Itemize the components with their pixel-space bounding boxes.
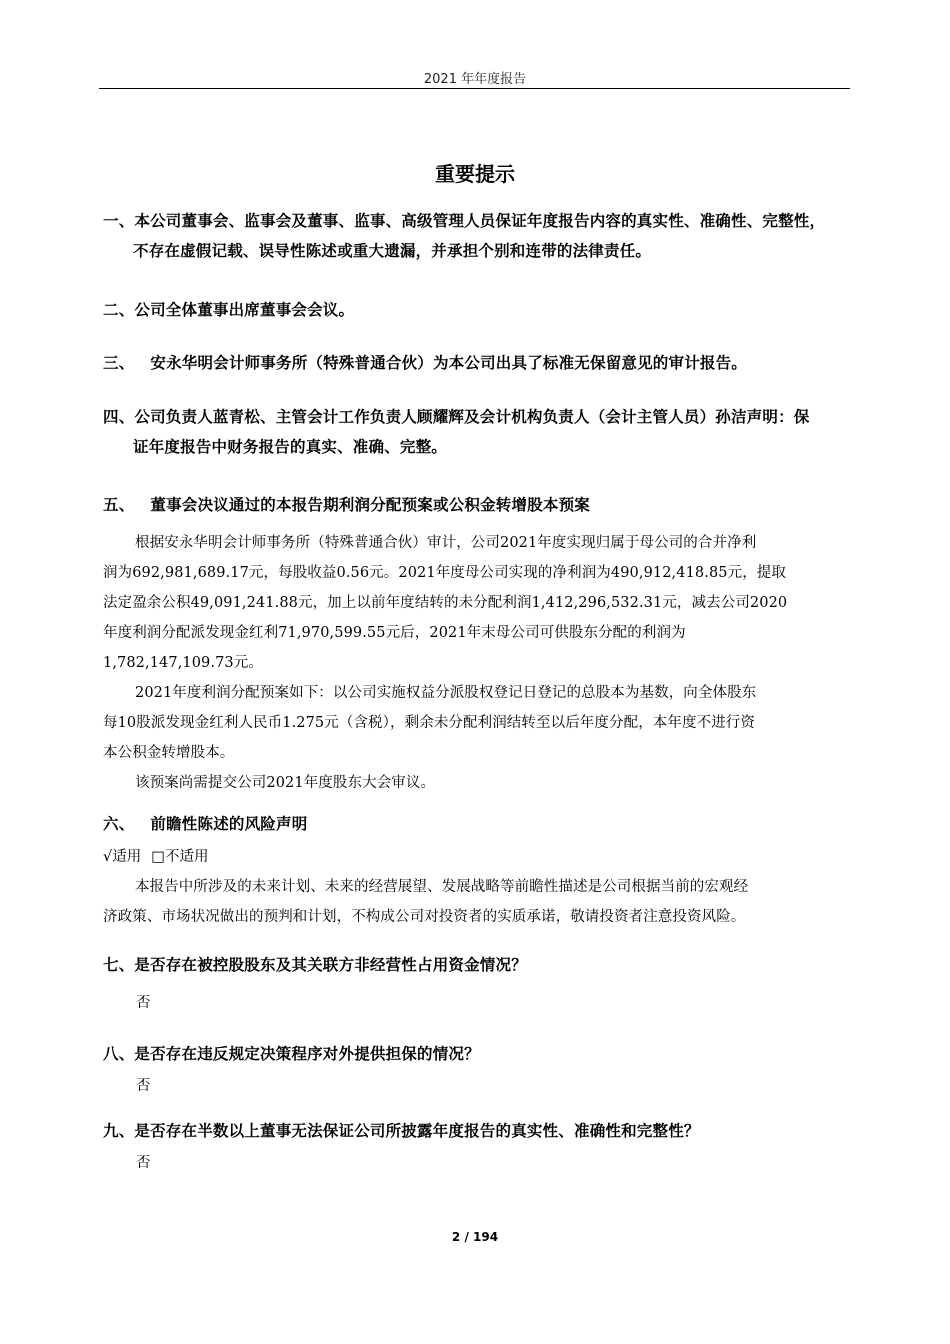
section-6 [103, 809, 853, 839]
section-7-number: 七、 [103, 956, 135, 974]
section-6-body [103, 872, 851, 932]
section-1-line-2: 不存在虚假记载、误导性陈述或重大遗漏，并承担个别和连带的法律责任。 [133, 242, 652, 260]
section-8-text: 是否存在违反规定决策程序对外提供担保的情况？ [134, 1045, 480, 1063]
section-3-number: 三、 [103, 354, 135, 372]
section-6-number: 六、 [103, 815, 135, 833]
section-5-number: 五、 [103, 496, 135, 514]
section-5-para-1-line-5: 1,782,147,109.73元。 [103, 655, 263, 671]
section-6-text: 前瞻性陈述的风险声明 [150, 815, 308, 833]
section-9-number: 九、 [103, 1122, 135, 1140]
section-2 [103, 295, 853, 325]
report-header-title: 2021 年年度报告 [423, 72, 527, 87]
section-5-body [103, 528, 851, 798]
section-3 [103, 348, 853, 378]
section-5-para-2-line-2: 每10股派发现金红利人民币1.275元（含税），剩余未分配利润结转至以后年度分配，本年度不进行资 [103, 715, 756, 731]
section-5 [103, 490, 853, 520]
section-5-para-3: 该预案尚需提交公司2021年度股东大会审议。 [135, 775, 436, 791]
section-4-line-1: 公司负责人蓝青松、主管会计工作负责人顾耀辉及会计机构负责人（会计主管人员）孙洁声明：保 [134, 408, 810, 426]
section-9-answer: 否 [136, 1155, 151, 1171]
section-8-number: 八、 [103, 1045, 135, 1063]
section-3-text: 安永华明会计师事务所（特殊普通合伙）为本公司出具了标准无保留意见的审计报告。 [150, 354, 748, 372]
section-5-para-1-line-3: 法定盈余公积49,091,241.88元，加上以前年度结转的未分配利润1,412,296,532.31元，减去公司2020 [103, 595, 788, 611]
section-5-para-1-line-1: 根据安永华明会计师事务所（特殊普通合伙）审计，公司2021年度实现归属于母公司的合并净利 [135, 535, 757, 551]
section-1 [103, 206, 853, 266]
header-divider [99, 88, 850, 89]
section-8 [103, 1039, 853, 1069]
applicable-checkbox: √适用 [103, 849, 142, 865]
section-7-answer: 否 [136, 995, 151, 1011]
not-applicable-checkbox: □不适用 [151, 849, 209, 865]
section-6-para-line-1: 本报告中所涉及的未来计划、未来的经营展望、发展战略等前瞻性描述是公司根据当前的宏观经 [135, 879, 749, 895]
section-2-number: 二、 [103, 301, 135, 319]
section-4 [103, 402, 853, 462]
section-9 [103, 1116, 853, 1146]
section-7-text: 是否存在被控股股东及其关联方非经营性占用资金情况？ [134, 956, 527, 974]
section-4-number: 四、 [103, 408, 135, 426]
section-1-line-1: 本公司董事会、监事会及董事、监事、高级管理人员保证年度报告内容的真实性、准确性、完整性， [134, 212, 826, 230]
section-8-answer: 否 [136, 1078, 151, 1094]
section-6-applicability [103, 842, 208, 872]
section-9-text: 是否存在半数以上董事无法保证公司所披露年度报告的真实性、准确性和完整性？ [134, 1122, 700, 1140]
section-6-para-line-2: 济政策、市场状况做出的预判和计划，不构成公司对投资者的实质承诺，敬请投资者注意投资风险。 [103, 909, 746, 925]
section-1-number: 一、 [103, 212, 135, 230]
section-5-text: 董事会决议通过的本报告期利润分配预案或公积金转增股本预案 [150, 496, 591, 514]
page-number: 2 / 194 [451, 1230, 499, 1244]
section-7 [103, 950, 853, 980]
section-5-para-1-line-4: 年度利润分配派发现金红利71,970,599.55元后，2021年末母公司可供股东分配的利润为 [103, 625, 686, 641]
section-4-line-2: 证年度报告中财务报告的真实、准确、完整。 [133, 438, 448, 456]
section-5-para-2-line-3: 本公积金转增股本。 [103, 745, 235, 761]
section-5-para-1-line-2: 润为692,981,689.17元，每股收益0.56元。2021年度母公司实现的净利润为490,912,418.85元，提取 [103, 565, 786, 581]
section-2-text: 公司全体董事出席董事会会议。 [134, 301, 355, 319]
section-5-para-2-line-1: 2021年度利润分配预案如下：以公司实施权益分派股权登记日登记的总股本为基数，向全体股东 [135, 685, 757, 701]
document-title: 重要提示 [435, 162, 515, 186]
